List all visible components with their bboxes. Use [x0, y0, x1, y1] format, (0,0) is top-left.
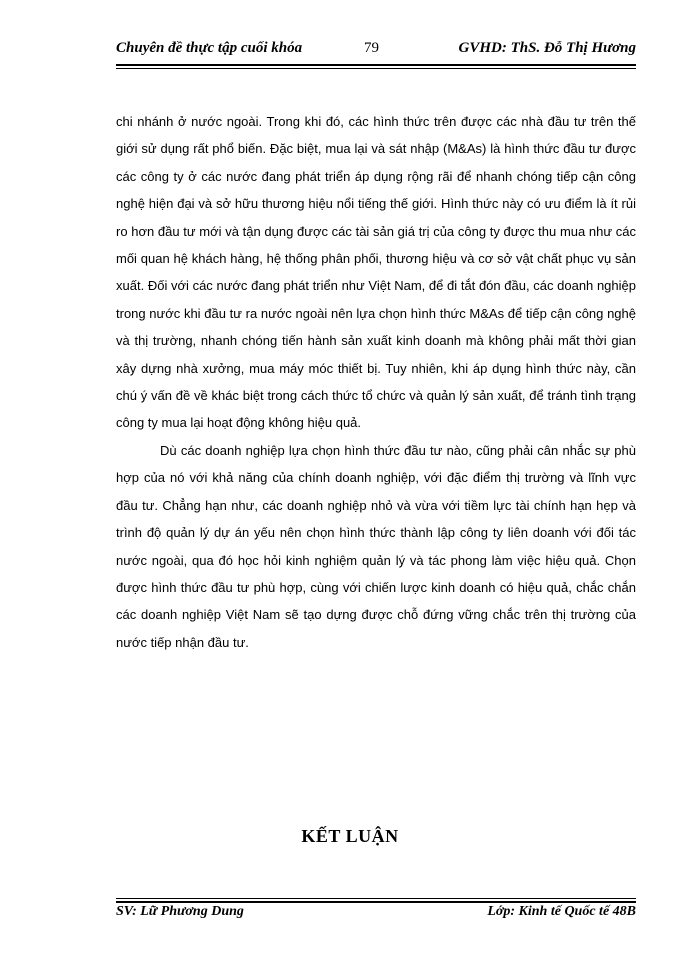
header-rule-thick [116, 64, 636, 66]
footer-student: SV: Lữ Phương Dung [116, 904, 244, 919]
header-document-title: Chuyên đề thực tập cuối khóa [116, 40, 303, 56]
page-footer [116, 904, 636, 926]
header-page-number: 79 [364, 40, 379, 56]
page-header [116, 40, 636, 62]
section-title: KẾT LUẬN [301, 826, 399, 846]
paragraph-2: Dù các doanh nghiệp lựa chọn hình thức đầu tư nào, cũng phải cân nhắc sự phù hợp của nó với khả năng của chính doanh nghiệp, với đặc điểm thị trường và lĩnh vực đầu tư. Chẳng hạn như, các doanh nghiệp nhỏ và vừa với tiềm lực tài chính hạn hẹp và trình độ quản lý dự án yếu nên chọn hình thức thành lập công ty liên doanh với đối tác nước ngoài, qua đó học hỏi kinh nghiệm quản lý và tác phong làm việc hiệu quả. Chọn được hình thức đầu tư phù hợp, cùng với chiến lược kinh doanh có hiệu quả, chắc chắn các doanh nghiệp Việt Nam sẽ tạo dựng được chỗ đứng vững chắc trên thị trường của nước tiếp nhận đầu tư. [116, 442, 636, 650]
header-supervisor: GVHD: ThS. Đỗ Thị Hương [458, 40, 636, 56]
body-text [116, 108, 636, 656]
footer-class: Lớp: Kinh tế Quốc tế 48B [487, 904, 636, 919]
footer-rule-thin [116, 898, 636, 899]
header-rule-thin [116, 68, 636, 69]
paragraph-1: chi nhánh ở nước ngoài. Trong khi đó, các hình thức trên được các nhà đầu tư trên thế giới sử dụng rất phổ biến. Đặc biệt, mua lại và sát nhập (M&As) là hình thức đầu tư được các công ty ở các nước đang phát triển áp dụng rộng rãi để nhanh chóng tiếp cận công nghệ hiện đại và sở hữu thương hiệu nổi tiếng thế giới. Hình thức này có ưu điểm là ít rủi ro hơn đầu tư mới và tận dụng được các tài sản giá trị của công ty được thu mua như các mối quan hệ khách hàng, hệ thống phân phối, thương hiệu và cơ sở vật chất phục vụ sản xuất. Đối với các nước đang phát triển như Việt Nam, để đi tắt đón đầu, các doanh nghiệp trong nước khi đầu tư ra nước ngoài nên lựa chọn hình thức M&As để tiếp cận công nghệ và thị trường, nhanh chóng tiến hành sản xuất kinh doanh mà không phải mất thời gian xây dựng nhà xưởng, mua máy móc thiết bị. Tuy nhiên, khi áp dụng hình thức này, cần chú ý vấn đề về khác biệt trong cách thức tổ chức và quản lý sản xuất, để tránh tình trạng công ty mua lại hoạt động không hiệu quả. [116, 114, 636, 431]
footer-rule-thick [116, 901, 636, 903]
